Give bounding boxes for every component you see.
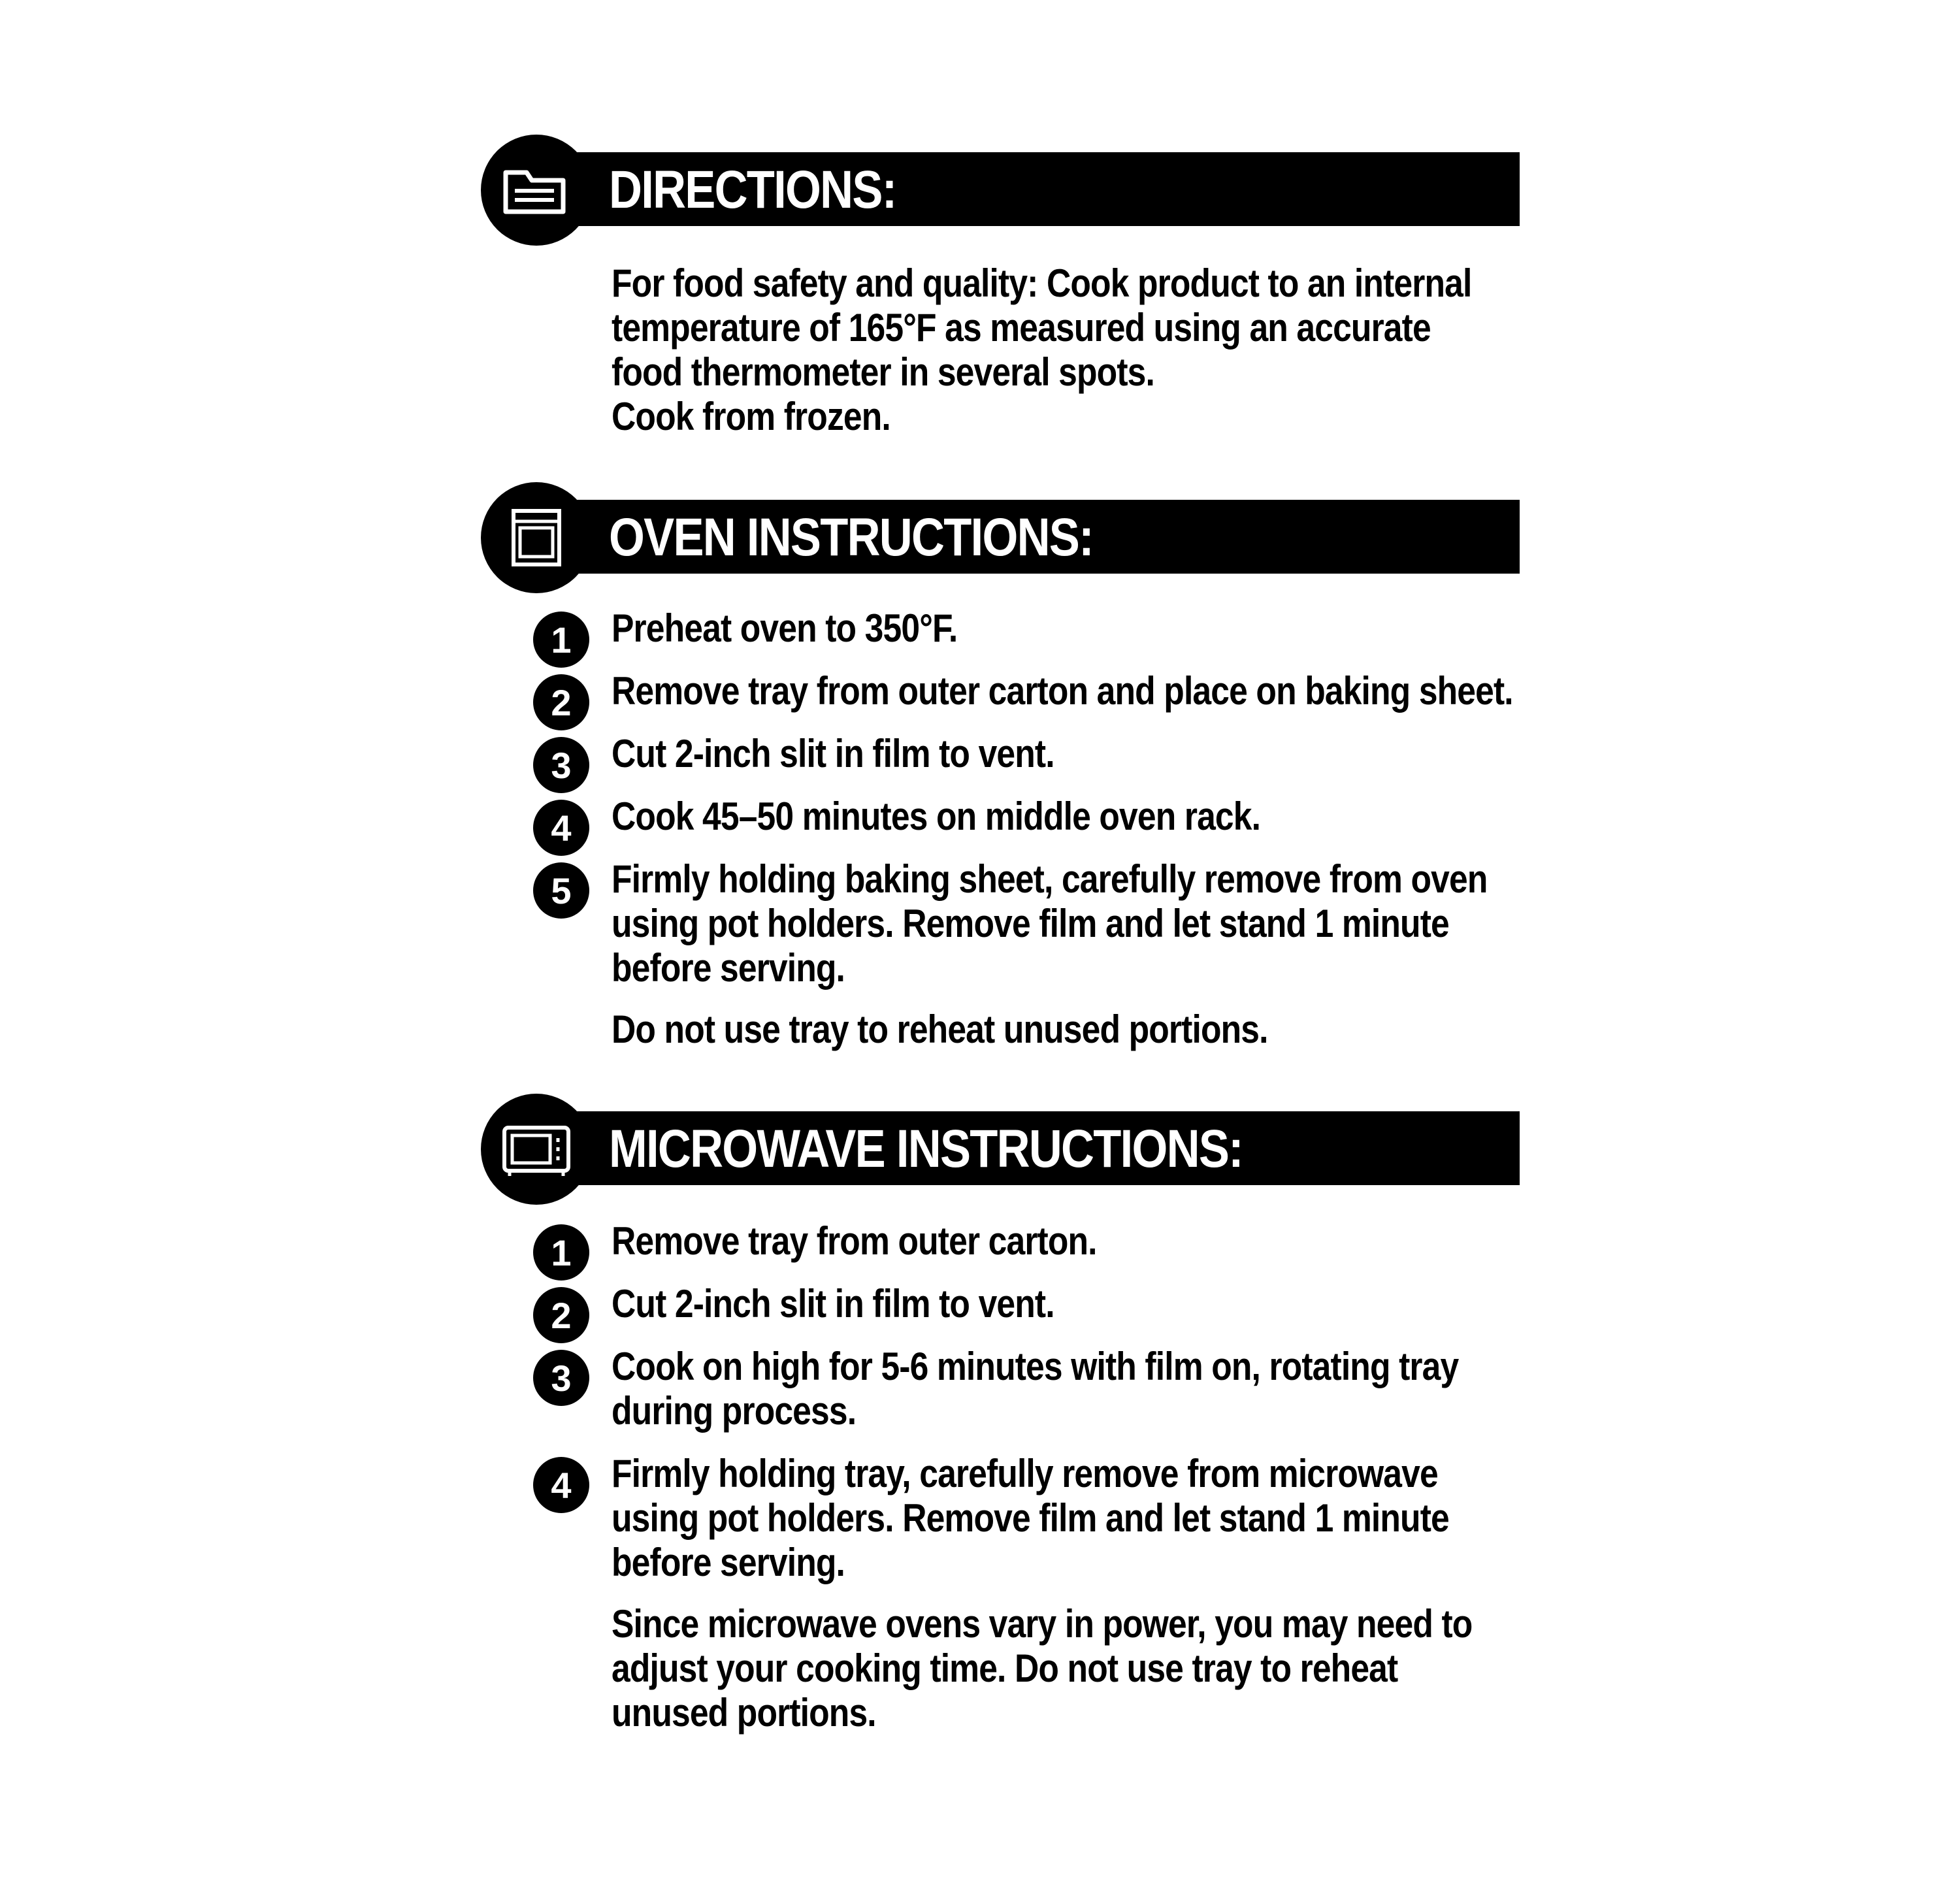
step-number-badge: 3 [533,1350,589,1406]
oven-header [481,482,1487,593]
step-number-badge: 4 [533,1457,589,1513]
step-line: before serving. [612,946,845,990]
directions-line: food thermometer in several spots. [612,350,1154,394]
oven-note-line: Do not use tray to reheat unused portions. [612,1007,1268,1051]
oven-note [612,1007,1552,1052]
directions-line: For food safety and quality: Cook product to an internal [612,261,1472,305]
step-line: Cut 2-inch slit in film to vent. [612,732,1054,775]
step-text [612,1282,1565,1326]
directions-title: DIRECTIONS: [609,160,896,220]
microwave-note-line: unused portions. [612,1691,876,1735]
step-number-badge: 2 [533,674,589,730]
step-line: Cook 45–50 minutes on middle oven rack. [612,794,1261,838]
directions-header [481,135,1487,246]
oven-icon [481,482,592,593]
step-line: during process. [612,1389,857,1433]
step-line: before serving. [612,1541,845,1584]
step-text [612,794,1565,839]
microwave-title: MICROWAVE INSTRUCTIONS: [609,1119,1243,1179]
step-line: using pot holders. Remove film and let stand 1 minute [612,1496,1449,1540]
document-icon [481,135,592,246]
microwave-note-line: Since microwave ovens vary in power, you may need to [612,1602,1473,1646]
step-line: Remove tray from outer carton. [612,1219,1097,1263]
step-text [612,669,1565,713]
step-text [612,1452,1565,1585]
step-line: using pot holders. Remove film and let stand 1 minute [612,902,1449,945]
microwave-header [481,1094,1487,1205]
directions-line: temperature of 165°F as measured using an accurate [612,306,1431,350]
step-line: Preheat oven to 350°F. [612,606,958,650]
step-text [612,606,1565,651]
step-line: Cook on high for 5-6 minutes with film on, rotating tray [612,1345,1459,1388]
oven-title: OVEN INSTRUCTIONS: [609,508,1093,567]
step-line: Cut 2-inch slit in film to vent. [612,1282,1054,1326]
step-number-badge: 4 [533,800,589,856]
step-number-badge: 2 [533,1287,589,1343]
step-line: Remove tray from outer carton and place on baking sheet. [612,669,1513,713]
step-number-badge: 1 [533,612,589,668]
microwave-note [612,1602,1552,1735]
step-number-badge: 1 [533,1224,589,1281]
step-line: Firmly holding tray, carefully remove from microwave [612,1452,1438,1495]
directions-text [612,261,1552,439]
step-text [612,732,1565,776]
step-text [612,857,1565,990]
step-number-badge: 3 [533,737,589,793]
directions-line: Cook from frozen. [612,395,890,438]
step-number-badge: 5 [533,862,589,919]
microwave-note-line: adjust your cooking time. Do not use tray to reheat [612,1646,1398,1690]
microwave-icon [481,1094,592,1205]
step-text [612,1345,1565,1433]
step-text [612,1219,1565,1264]
step-line: Firmly holding baking sheet, carefully remove from oven [612,857,1488,901]
